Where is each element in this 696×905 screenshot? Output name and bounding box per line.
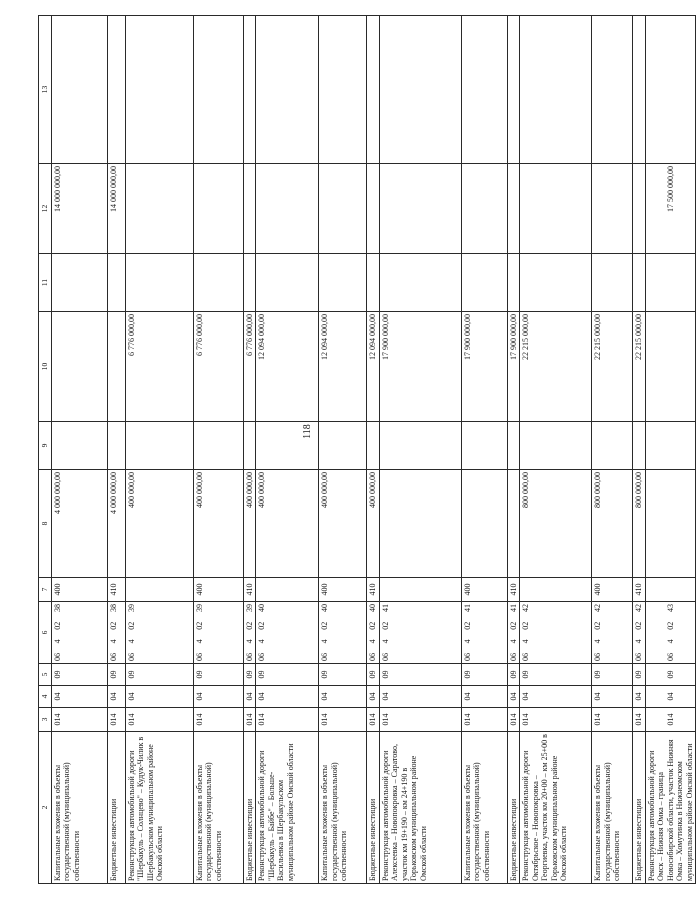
amount-col-10-cell: 6 776 000,00	[194, 312, 244, 422]
section-code-cell: 04	[461, 686, 507, 708]
target-article-part: 02	[195, 621, 204, 630]
amount-col-13-cell	[461, 16, 507, 164]
amount-col-8-cell: 400 000,00	[319, 470, 367, 578]
header-cell-13: 13	[39, 16, 52, 164]
subsection-code-cell: 09	[244, 664, 256, 686]
amount-col-9-cell	[126, 422, 194, 470]
table-row	[52, 16, 108, 884]
target-article-part: 02	[521, 621, 531, 630]
amount-col-10-cell: 22 215 000,00	[592, 312, 633, 422]
amount-col-8-cell: 4 000 000,00	[108, 470, 126, 578]
amount-col-8-cell	[507, 470, 519, 578]
expense-type-cell: 410	[108, 578, 126, 602]
target-article-part: 02	[127, 621, 136, 630]
target-article-cell	[108, 602, 126, 664]
amount-col-13-cell	[52, 16, 108, 164]
target-article-part: 02	[508, 621, 518, 630]
amount-col-13-cell	[126, 16, 194, 164]
amount-col-8-cell: 4 000 000,00	[52, 470, 108, 578]
amount-col-8-cell: 800 000,00	[592, 470, 633, 578]
target-article-cell	[461, 602, 507, 664]
amount-col-9-cell	[244, 422, 256, 470]
amount-col-11-cell	[507, 254, 519, 312]
amount-col-9-cell	[633, 422, 645, 470]
target-article-part: 06	[195, 653, 204, 661]
amount-col-8-cell: 400 000,00	[256, 470, 319, 578]
amount-col-11-cell	[633, 254, 645, 312]
table-row	[256, 16, 319, 884]
section-code-cell: 04	[507, 686, 519, 708]
subsection-code-cell: 09	[52, 664, 108, 686]
table-row	[379, 16, 461, 884]
target-article-part: 02	[257, 621, 267, 630]
header-cell-6: 6	[39, 602, 52, 664]
amount-col-12-cell: 17 500 000,00	[645, 164, 695, 254]
amount-col-11-cell	[194, 254, 244, 312]
table-row	[645, 16, 695, 884]
target-article-part: 42	[634, 604, 644, 613]
amount-col-11-cell	[52, 254, 108, 312]
target-article-part: 4	[665, 639, 675, 644]
ministry-code-cell: 014	[108, 708, 126, 732]
ministry-code-cell: 014	[126, 708, 194, 732]
table-row	[461, 16, 507, 884]
table-row	[592, 16, 633, 884]
target-article-part: 06	[127, 653, 136, 661]
target-article-cell	[126, 602, 194, 664]
amount-col-8-cell	[645, 470, 695, 578]
target-article-part: 06	[320, 653, 330, 661]
target-article-cell	[520, 602, 592, 664]
expense-name-cell: Бюджетные инвестиции	[507, 732, 519, 884]
subsection-code-cell: 09	[520, 664, 592, 686]
amount-col-11-cell	[520, 254, 592, 312]
ministry-code-cell: 014	[256, 708, 319, 732]
target-article-part: 02	[462, 621, 472, 630]
expense-type-cell: 410	[633, 578, 645, 602]
amount-col-13-cell	[194, 16, 244, 164]
target-article-part: 02	[245, 621, 254, 630]
target-article-part: 4	[380, 639, 390, 644]
section-code-cell: 04	[367, 686, 379, 708]
subsection-code-cell: 09	[126, 664, 194, 686]
target-article-part: 39	[195, 604, 204, 613]
subsection-code-cell: 09	[194, 664, 244, 686]
section-code-cell: 04	[319, 686, 367, 708]
target-article-part: 06	[634, 653, 644, 661]
amount-col-13-cell	[379, 16, 461, 164]
amount-col-8-cell: 400 000,00	[244, 470, 256, 578]
section-code-cell: 04	[645, 686, 695, 708]
amount-col-10-cell: 6 776 000,00	[126, 312, 194, 422]
ministry-code-cell: 014	[592, 708, 633, 732]
header-cell-11: 11	[39, 254, 52, 312]
expense-type-cell: 400	[52, 578, 108, 602]
expense-type-cell	[256, 578, 319, 602]
amount-col-10-cell: 22 215 000,00	[633, 312, 645, 422]
ministry-code-cell: 014	[645, 708, 695, 732]
amount-col-12-cell: 14 000 000,00	[108, 164, 126, 254]
expense-name-cell: Капитальные вложения в объекты государственной (муниципальной) собственности	[194, 732, 244, 884]
amount-col-12-cell	[126, 164, 194, 254]
amount-col-8-cell	[461, 470, 507, 578]
budget-table	[38, 15, 696, 884]
section-code-cell: 04	[520, 686, 592, 708]
expense-type-cell	[126, 578, 194, 602]
header-cell-7: 7	[39, 578, 52, 602]
amount-col-9-cell	[194, 422, 244, 470]
amount-col-9-cell	[592, 422, 633, 470]
expense-type-cell	[645, 578, 695, 602]
target-article-cell	[592, 602, 633, 664]
target-article-cell	[633, 602, 645, 664]
amount-col-12-cell	[194, 164, 244, 254]
amount-col-13-cell	[256, 16, 319, 164]
expense-name-cell: Реконструкция автомобильной дороги "Шербакуль – Байбе" – Больше-Васильевка в Шербакульском муниципальном районе Омской области	[256, 732, 319, 884]
amount-col-12-cell	[319, 164, 367, 254]
amount-col-12-cell	[367, 164, 379, 254]
target-article-part: 02	[109, 621, 118, 630]
target-article-part: 4	[368, 639, 378, 644]
amount-col-9-cell	[645, 422, 695, 470]
amount-col-11-cell	[319, 254, 367, 312]
amount-col-11-cell	[244, 254, 256, 312]
amount-col-9-cell	[379, 422, 461, 470]
expense-name-cell: Реконструкция автомобильной дороги Омск – Нижняя Омка – граница Новосибирской области, участок Нижняя Омка – Хомутинка в Нижнеомском муниципальном районе Омской области	[645, 732, 695, 884]
amount-col-12-cell	[244, 164, 256, 254]
target-article-part: 06	[665, 653, 675, 661]
expense-name-cell: Бюджетные инвестиции	[108, 732, 126, 884]
section-code-cell: 04	[126, 686, 194, 708]
ministry-code-cell: 014	[520, 708, 592, 732]
target-article-part: 41	[508, 604, 518, 613]
amount-col-12-cell	[461, 164, 507, 254]
table-body	[39, 16, 696, 884]
target-article-part: 02	[53, 621, 62, 630]
target-article-part: 39	[245, 604, 254, 613]
target-article-part: 02	[380, 621, 390, 630]
amount-col-10-cell: 17 900 000,00	[461, 312, 507, 422]
section-code-cell: 04	[633, 686, 645, 708]
subsection-code-cell: 09	[319, 664, 367, 686]
target-article-part: 02	[593, 621, 603, 630]
amount-col-11-cell	[645, 254, 695, 312]
amount-col-10-cell: 17 900 000,00	[379, 312, 461, 422]
amount-col-8-cell	[379, 470, 461, 578]
amount-col-11-cell	[461, 254, 507, 312]
column-number-row	[39, 16, 52, 884]
amount-col-11-cell	[592, 254, 633, 312]
amount-col-13-cell	[367, 16, 379, 164]
target-article-part: 06	[245, 653, 254, 661]
header-cell-8: 8	[39, 470, 52, 578]
subsection-code-cell: 09	[507, 664, 519, 686]
amount-col-12-cell	[520, 164, 592, 254]
amount-col-13-cell	[645, 16, 695, 164]
subsection-code-cell: 09	[108, 664, 126, 686]
amount-col-10-cell	[108, 312, 126, 422]
target-article-part: 06	[380, 653, 390, 661]
header-cell-2: 2	[39, 732, 52, 884]
amount-col-9-cell	[461, 422, 507, 470]
header-cell-3: 3	[39, 708, 52, 732]
header-cell-5: 5	[39, 664, 52, 686]
target-article-part: 4	[53, 639, 62, 644]
target-article-part: 39	[127, 604, 136, 613]
target-article-part: 40	[257, 604, 267, 613]
target-article-cell	[379, 602, 461, 664]
amount-col-9-cell	[256, 422, 319, 470]
target-article-part: 4	[320, 639, 330, 644]
subsection-code-cell: 09	[645, 664, 695, 686]
target-article-part: 40	[368, 604, 378, 613]
amount-col-9-cell	[507, 422, 519, 470]
amount-col-11-cell	[108, 254, 126, 312]
ministry-code-cell: 014	[367, 708, 379, 732]
subsection-code-cell: 09	[461, 664, 507, 686]
target-article-part: 4	[462, 639, 472, 644]
subsection-code-cell: 09	[592, 664, 633, 686]
target-article-part: 4	[508, 639, 518, 644]
amount-col-13-cell	[507, 16, 519, 164]
amount-col-12-cell: 14 000 000,00	[52, 164, 108, 254]
subsection-code-cell: 09	[256, 664, 319, 686]
expense-type-cell	[379, 578, 461, 602]
table-row	[507, 16, 519, 884]
ministry-code-cell: 014	[52, 708, 108, 732]
target-article-part: 38	[109, 604, 118, 613]
ministry-code-cell: 014	[461, 708, 507, 732]
target-article-cell	[319, 602, 367, 664]
amount-col-10-cell	[645, 312, 695, 422]
amount-col-12-cell	[592, 164, 633, 254]
expense-name-cell: Бюджетные инвестиции	[367, 732, 379, 884]
amount-col-10-cell: 12 094 000,00	[367, 312, 379, 422]
target-article-part: 06	[53, 653, 62, 661]
table-row	[319, 16, 367, 884]
expense-name-cell: Капитальные вложения в объекты государственной (муниципальной) собственности	[319, 732, 367, 884]
table-row	[108, 16, 126, 884]
target-article-part: 42	[521, 604, 531, 613]
table-row	[244, 16, 256, 884]
target-article-part: 40	[320, 604, 330, 613]
amount-col-13-cell	[592, 16, 633, 164]
expense-type-cell: 410	[244, 578, 256, 602]
amount-col-13-cell	[108, 16, 126, 164]
target-article-part: 02	[665, 621, 675, 630]
table-row	[194, 16, 244, 884]
amount-col-9-cell	[52, 422, 108, 470]
target-article-part: 4	[593, 639, 603, 644]
section-code-cell: 04	[52, 686, 108, 708]
table-row	[126, 16, 194, 884]
amount-col-8-cell: 400 000,00	[126, 470, 194, 578]
amount-col-8-cell: 400 000,00	[194, 470, 244, 578]
amount-col-8-cell: 800 000,00	[633, 470, 645, 578]
expense-name-cell: Капитальные вложения в объекты государственной (муниципальной) собственности	[592, 732, 633, 884]
section-code-cell: 04	[194, 686, 244, 708]
expense-name-cell: Капитальные вложения в объекты государственной (муниципальной) собственности	[461, 732, 507, 884]
target-article-cell	[507, 602, 519, 664]
expense-type-cell: 410	[367, 578, 379, 602]
section-code-cell: 04	[108, 686, 126, 708]
ministry-code-cell: 014	[194, 708, 244, 732]
header-cell-9: 9	[39, 422, 52, 470]
target-article-part: 06	[521, 653, 531, 661]
target-article-cell	[256, 602, 319, 664]
target-article-part: 43	[665, 604, 675, 613]
target-article-part: 41	[380, 604, 390, 613]
target-article-part: 06	[368, 653, 378, 661]
target-article-part: 4	[634, 639, 644, 644]
target-article-part: 06	[109, 653, 118, 661]
amount-col-10-cell: 6 776 000,00	[244, 312, 256, 422]
amount-col-12-cell	[256, 164, 319, 254]
target-article-part: 4	[521, 639, 531, 644]
expense-type-cell: 400	[461, 578, 507, 602]
header-cell-10: 10	[39, 312, 52, 422]
table-row	[367, 16, 379, 884]
amount-col-12-cell	[379, 164, 461, 254]
target-article-part: 06	[257, 653, 267, 661]
ministry-code-cell: 014	[319, 708, 367, 732]
target-article-part: 4	[245, 639, 254, 644]
amount-col-12-cell	[507, 164, 519, 254]
amount-col-8-cell: 800 000,00	[520, 470, 592, 578]
target-article-part: 38	[53, 604, 62, 613]
amount-col-13-cell	[633, 16, 645, 164]
amount-col-9-cell	[367, 422, 379, 470]
amount-col-13-cell	[520, 16, 592, 164]
section-code-cell: 04	[592, 686, 633, 708]
target-article-cell	[194, 602, 244, 664]
header-cell-4: 4	[39, 686, 52, 708]
target-article-part: 02	[368, 621, 378, 630]
table-row	[520, 16, 592, 884]
expense-type-cell: 410	[507, 578, 519, 602]
expense-name-cell: Реконструкция автомобильной дороги Октябрьское – Новопокровка – Георгиевка, участок км 20+00 – км 25+00 в Горьковском муниципальном районе Омской области	[520, 732, 592, 884]
target-article-part: 02	[320, 621, 330, 630]
amount-col-13-cell	[244, 16, 256, 164]
amount-col-12-cell	[633, 164, 645, 254]
target-article-cell	[52, 602, 108, 664]
header-cell-12: 12	[39, 164, 52, 254]
target-article-cell	[244, 602, 256, 664]
expense-type-cell: 400	[592, 578, 633, 602]
amount-col-10-cell: 12 094 000,00	[256, 312, 319, 422]
page-number: 118	[301, 424, 313, 439]
ministry-code-cell: 014	[379, 708, 461, 732]
amount-col-10-cell: 17 900 000,00	[507, 312, 519, 422]
amount-col-11-cell	[256, 254, 319, 312]
target-article-part: 06	[462, 653, 472, 661]
target-article-part: 02	[634, 621, 644, 630]
ministry-code-cell: 014	[244, 708, 256, 732]
amount-col-10-cell: 22 215 000,00	[520, 312, 592, 422]
expense-name-cell: Бюджетные инвестиции	[633, 732, 645, 884]
amount-col-11-cell	[367, 254, 379, 312]
ministry-code-cell: 014	[507, 708, 519, 732]
expense-name-cell: Реконструкция автомобильной дороги "Шербакуль – Солнцево" – Кудук-Чилик в Шербакульском муниципальном районе Омской области	[126, 732, 194, 884]
expense-name-cell: Бюджетные инвестиции	[244, 732, 256, 884]
expense-type-cell: 400	[194, 578, 244, 602]
amount-col-10-cell: 12 094 000,00	[319, 312, 367, 422]
amount-col-9-cell	[108, 422, 126, 470]
expense-name-cell: Капитальные вложения в объекты государственной (муниципальной) собственности	[52, 732, 108, 884]
section-code-cell: 04	[256, 686, 319, 708]
section-code-cell: 04	[244, 686, 256, 708]
amount-col-8-cell: 400 000,00	[367, 470, 379, 578]
target-article-part: 4	[195, 639, 204, 644]
expense-type-cell: 400	[319, 578, 367, 602]
target-article-cell	[367, 602, 379, 664]
ministry-code-cell: 014	[633, 708, 645, 732]
subsection-code-cell: 09	[379, 664, 461, 686]
section-code-cell: 04	[379, 686, 461, 708]
amount-col-11-cell	[126, 254, 194, 312]
rotated-table-container	[38, 16, 694, 884]
target-article-cell	[645, 602, 695, 664]
target-article-part: 06	[508, 653, 518, 661]
expense-name-cell: Реконструкция автомобильной дороги Алексеевка – Новопокровка – Саратово, участок км 19+190 – км 24+190 в Горьковском муниципальном районе Омской области	[379, 732, 461, 884]
target-article-part: 4	[109, 639, 118, 644]
table-row	[633, 16, 645, 884]
amount-col-9-cell	[520, 422, 592, 470]
amount-col-13-cell	[319, 16, 367, 164]
subsection-code-cell: 09	[367, 664, 379, 686]
target-article-part: 4	[127, 639, 136, 644]
target-article-part: 4	[257, 639, 267, 644]
amount-col-10-cell	[52, 312, 108, 422]
expense-type-cell	[520, 578, 592, 602]
amount-col-11-cell	[379, 254, 461, 312]
target-article-part: 06	[593, 653, 603, 661]
subsection-code-cell: 09	[633, 664, 645, 686]
target-article-part: 41	[462, 604, 472, 613]
target-article-part: 42	[593, 604, 603, 613]
amount-col-9-cell	[319, 422, 367, 470]
